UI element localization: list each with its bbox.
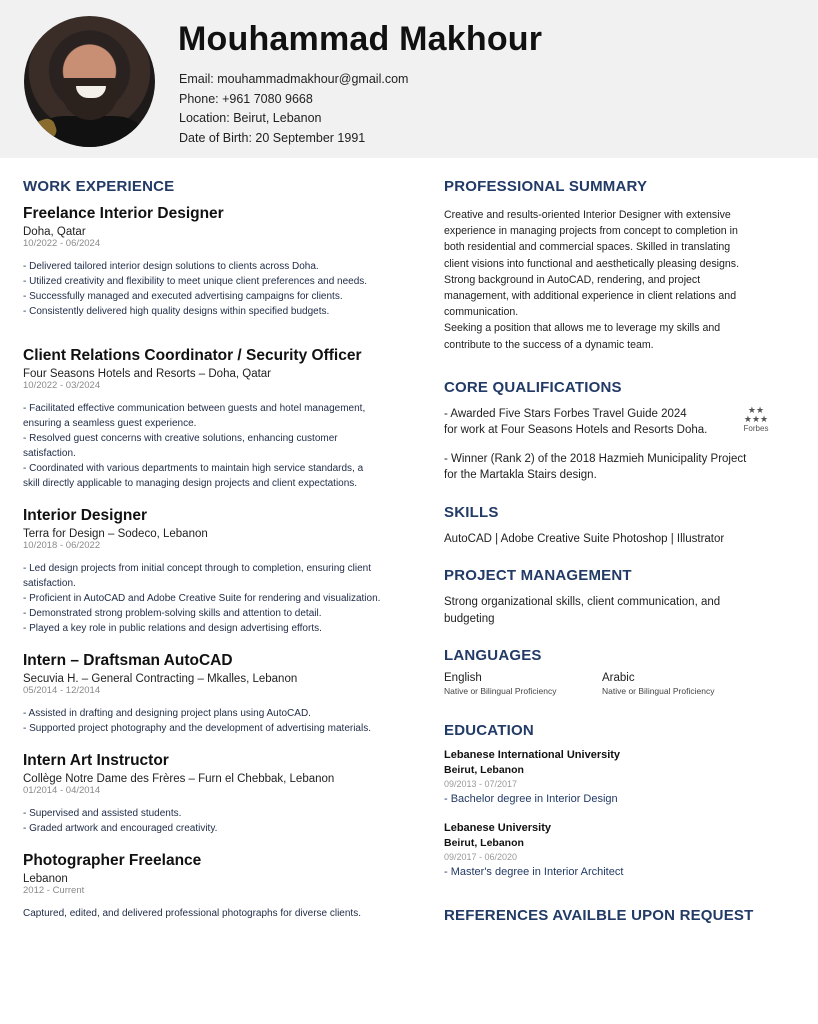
job-org: Lebanon xyxy=(23,873,68,885)
job-entry xyxy=(23,347,418,491)
job-title: Freelance Interior Designer xyxy=(23,205,224,222)
bullet: ensuring a seamless guest experience. xyxy=(23,418,197,429)
job-org: Secuvia H. – General Contracting – Mkalles, Lebanon xyxy=(23,673,298,685)
bullet: - Led design projects from initial concept through to completion, ensuring client xyxy=(23,563,371,574)
job-title: Client Relations Coordinator / Security Officer xyxy=(23,347,362,364)
languages-list xyxy=(444,672,794,696)
language-item: English Native or Bilingual Proficiency xyxy=(444,672,557,697)
job-date: 10/2022 - 03/2024 xyxy=(23,380,101,391)
job-org: Four Seasons Hotels and Resorts – Doha, Qatar xyxy=(23,368,272,380)
job-title: Intern Art Instructor xyxy=(23,752,169,769)
job-bullets xyxy=(23,706,418,736)
bullet: - Played a key role in public relations and design advertising efforts. xyxy=(23,623,322,634)
bullet: - Delivered tailored interior design solutions to clients across Doha. xyxy=(23,261,319,272)
skills-text: AutoCAD | Adobe Creative Suite Photoshop | Illustrator xyxy=(444,532,725,545)
bullet: - Graded artwork and encouraged creativity. xyxy=(23,823,218,834)
candidate-name: Mouhammad Makhour xyxy=(178,20,543,58)
job-date: 10/2018 - 06/2022 xyxy=(23,540,101,551)
bullet: - Demonstrated strong problem-solving skills and attention to detail. xyxy=(23,608,322,619)
job-title: Photographer Freelance xyxy=(23,852,202,869)
bullet: skill directly applicable to managing design projects and client expectations. xyxy=(23,478,358,489)
job-org: Collège Notre Dame des Frères – Furn el Chebbak, Lebanon xyxy=(23,773,335,785)
forbes-stars-icon: ★★ ★★★ Forbes xyxy=(743,404,769,433)
bullet: - Facilitated effective communication between guests and hotel management, xyxy=(23,403,366,414)
bullet: - Resolved guest concerns with creative solutions, enhancing customer xyxy=(23,433,338,444)
references-heading: REFERENCES AVAILBLE UPON REQUEST xyxy=(444,907,754,925)
job-entry xyxy=(23,752,418,836)
resume-header xyxy=(0,0,818,158)
profile-photo xyxy=(24,16,155,147)
work-experience-heading: WORK EXPERIENCE xyxy=(23,178,175,195)
job-entry xyxy=(23,205,418,319)
languages-heading: LANGUAGES xyxy=(444,647,542,665)
bullet: satisfaction. xyxy=(23,448,76,459)
qualifications-heading: CORE QUALIFICATIONS xyxy=(444,378,622,396)
job-bullets xyxy=(23,401,418,491)
work-experience-column xyxy=(23,178,418,935)
education-item: Lebanese University Beirut, Lebanon 09/2017 - 06/2020 - Master's degree in Interior Architect xyxy=(444,822,624,879)
bullet: Captured, edited, and delivered professional photographs for diverse clients. xyxy=(23,908,361,919)
job-bullets xyxy=(23,561,418,636)
bullet: - Assisted in drafting and designing project plans using AutoCAD. xyxy=(23,708,311,719)
contact-email: Email: mouhammadmakhour@gmail.com xyxy=(179,72,409,86)
qualification-winner: - Winner (Rank 2) of the 2018 Hazmieh Municipality Project for the Martakla Stairs design. xyxy=(444,452,747,482)
project-management-text: Strong organizational skills, client communication, and budgeting xyxy=(444,596,721,625)
education-item: Lebanese International University Beirut, Lebanon 09/2013 - 07/2017 - Bachelor degree in Interior Design xyxy=(444,749,621,806)
job-bullets xyxy=(23,259,418,319)
bullet: - Proficient in AutoCAD and Adobe Creative Suite for rendering and visualization. xyxy=(23,593,381,604)
job-date: 2012 - Current xyxy=(23,885,85,896)
summary-heading: PROFESSIONAL SUMMARY xyxy=(444,178,648,195)
contact-phone: Phone: +961 7080 9668 xyxy=(179,91,313,106)
job-date: 01/2014 - 04/2014 xyxy=(23,785,101,796)
job-bullets xyxy=(23,906,418,921)
skills-heading: SKILLS xyxy=(444,503,499,521)
bullet: - Successfully managed and executed advertising campaigns for clients. xyxy=(23,291,343,302)
job-org: Doha, Qatar xyxy=(23,226,86,238)
job-date: 10/2022 - 06/2024 xyxy=(23,238,101,249)
job-title: Intern – Draftsman AutoCAD xyxy=(23,652,233,669)
contact-dob: Date of Birth: 20 September 1991 xyxy=(179,130,366,145)
summary-text: Creative and results-oriented Interior Designer with extensive experience in managing projects from concept to completion in both residential and commercial spaces. Skilled in translating client visions into functional and aesthetically pleasing designs. Strong background in AutoCAD, rendering, and project management, with additional experience in client relations and communication. Seeking a position that allows me to leverage my skills and contribute to the success of a dynamic team. xyxy=(444,209,740,351)
job-entry xyxy=(23,652,418,736)
bullet: - Coordinated with various departments to maintain high service standards, a xyxy=(23,463,364,474)
job-bullets xyxy=(23,806,418,836)
bullet: - Consistently delivered high quality designs within specified budgets. xyxy=(23,306,330,317)
qualification-award: - Awarded Five Stars Forbes Travel Guide 2024 for work at Four Seasons Hotels and Resorts Doha. ★★ ★★★ Forbes xyxy=(444,404,769,437)
contact-info xyxy=(179,70,408,148)
contact-location: Location: Beirut, Lebanon xyxy=(179,111,322,125)
bullet: - Supervised and assisted students. xyxy=(23,808,182,819)
job-org: Terra for Design – Sodeco, Lebanon xyxy=(23,528,208,540)
education-heading: EDUCATION xyxy=(444,722,534,740)
job-entry xyxy=(23,852,418,921)
language-item: Arabic Native or Bilingual Proficiency xyxy=(602,672,715,697)
bullet: satisfaction. xyxy=(23,578,76,589)
bullet: - Supported project photography and the development of advertising materials. xyxy=(23,723,371,734)
project-management-heading: PROJECT MANAGEMENT xyxy=(444,567,632,585)
summary-column xyxy=(444,178,794,924)
bullet: - Utilized creativity and flexibility to meet unique client preferences and needs. xyxy=(23,276,368,287)
job-date: 05/2014 - 12/2014 xyxy=(23,685,101,696)
job-entry xyxy=(23,507,418,636)
job-title: Interior Designer xyxy=(23,507,148,524)
